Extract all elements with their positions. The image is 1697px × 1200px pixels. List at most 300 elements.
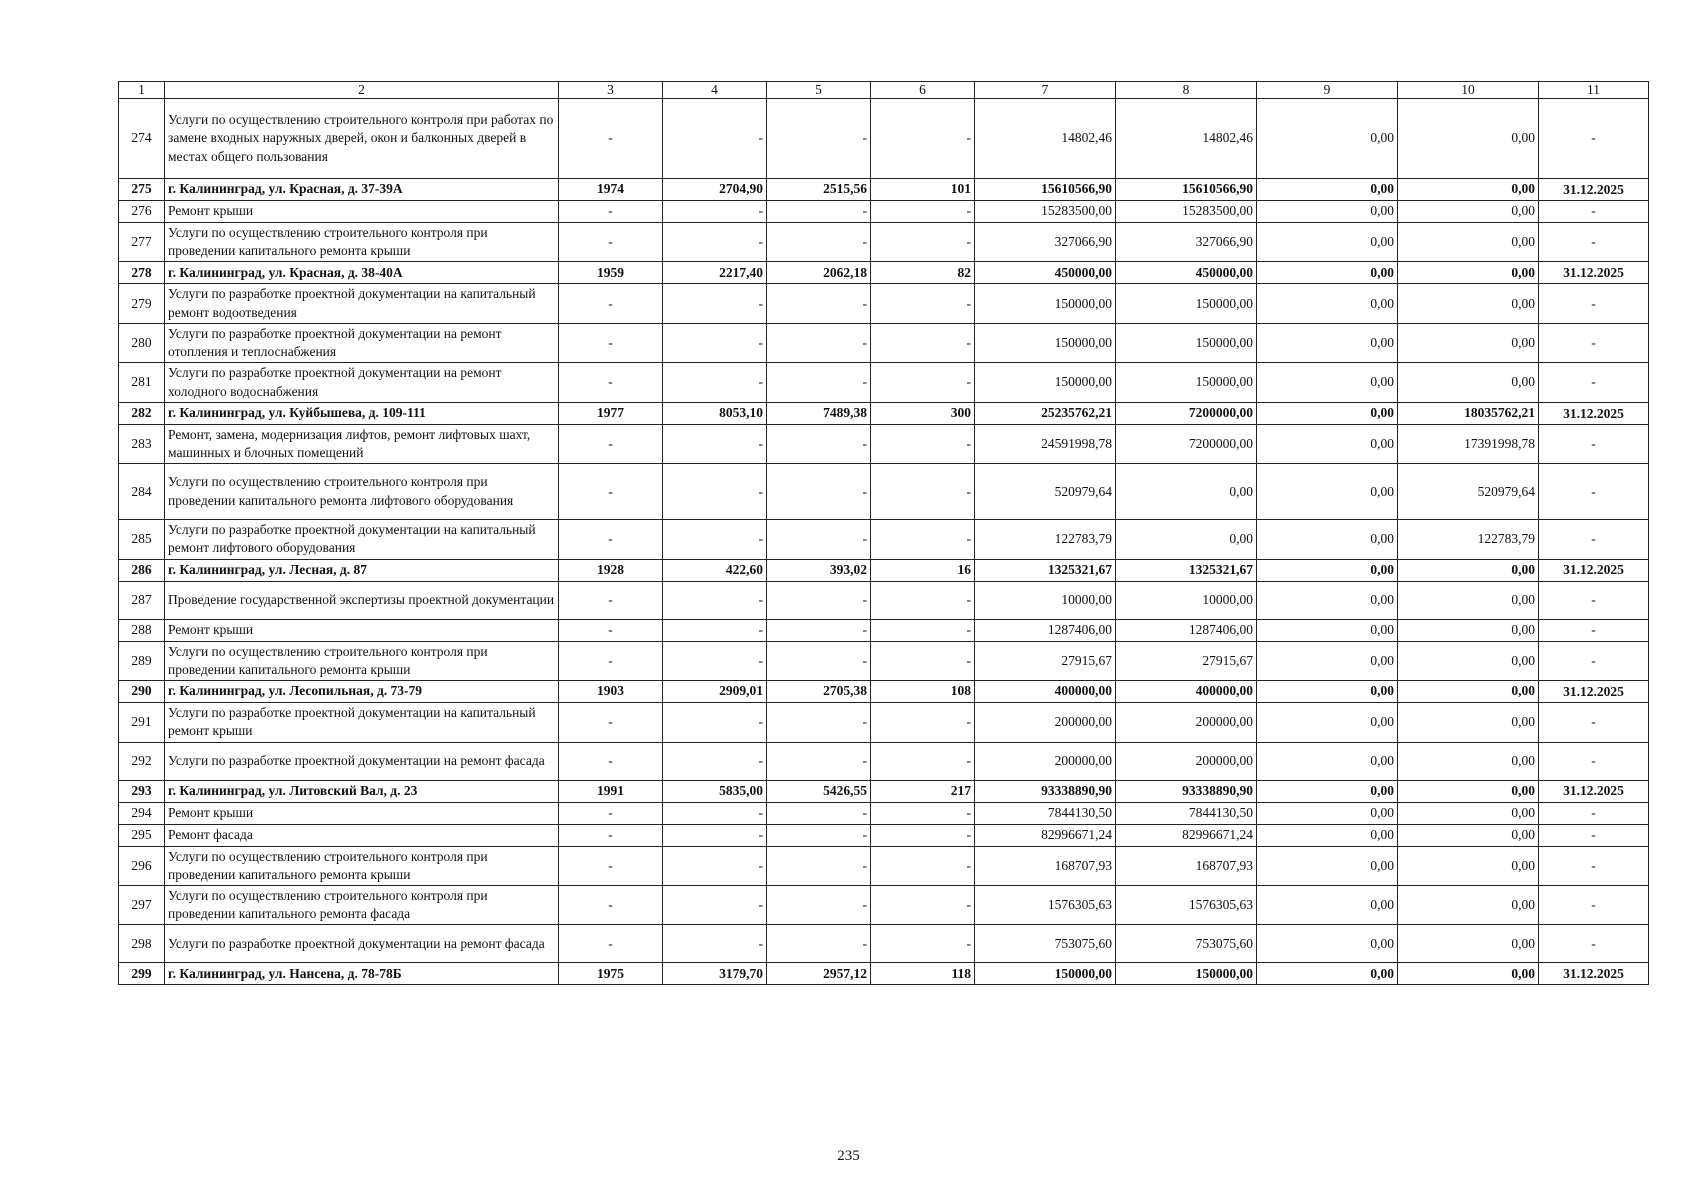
cell-row-number: 297 (119, 885, 165, 924)
cell-total-cost: 15610566,90 (975, 179, 1116, 201)
cell-total-area: - (663, 925, 767, 963)
cell-row-number: 293 (119, 780, 165, 802)
cell-budget-amount: 0,00 (1257, 402, 1398, 424)
work-item-row (119, 223, 1649, 262)
column-number-5: 5 (767, 82, 871, 99)
cell-year-built: - (559, 520, 663, 559)
cell-budget-amount: 0,00 (1257, 520, 1398, 559)
cell-living-area: - (767, 223, 871, 262)
column-number-7: 7 (975, 82, 1116, 99)
cell-total-area: - (663, 424, 767, 463)
cell-total-cost: 150000,00 (975, 363, 1116, 402)
cell-total-cost: 520979,64 (975, 464, 1116, 520)
cell-budget-amount: 0,00 (1257, 262, 1398, 284)
cell-owner-funds: 0,00 (1398, 963, 1539, 985)
cell-living-area: - (767, 641, 871, 680)
cell-owner-funds: 0,00 (1398, 581, 1539, 619)
cell-living-area: - (767, 885, 871, 924)
cell-budget-amount: 0,00 (1257, 925, 1398, 963)
column-number-1: 1 (119, 82, 165, 99)
cell-fund-amount: 10000,00 (1116, 581, 1257, 619)
cell-total-area: 2704,90 (663, 179, 767, 201)
cell-deadline: - (1539, 703, 1649, 742)
cell-row-number: 292 (119, 742, 165, 780)
cell-budget-amount: 0,00 (1257, 619, 1398, 641)
work-item-row (119, 824, 1649, 846)
work-item-row (119, 925, 1649, 963)
cell-fund-amount: 7200000,00 (1116, 402, 1257, 424)
cell-year-built: 1928 (559, 559, 663, 581)
cell-living-area: 7489,38 (767, 402, 871, 424)
cell-total-cost: 150000,00 (975, 963, 1116, 985)
cell-total-area: - (663, 619, 767, 641)
cell-owner-funds: 0,00 (1398, 99, 1539, 179)
cell-total-cost: 7844130,50 (975, 802, 1116, 824)
cell-deadline: - (1539, 925, 1649, 963)
cell-row-number: 275 (119, 179, 165, 201)
cell-item-description: Услуги по осуществлению строительного контроля при проведении капитального ремонта крыши (165, 223, 559, 262)
cell-row-number: 284 (119, 464, 165, 520)
cell-living-area: 5426,55 (767, 780, 871, 802)
cell-item-description: Услуги по разработке проектной документации на капитальный ремонт водоотведения (165, 284, 559, 323)
cell-row-number: 283 (119, 424, 165, 463)
cell-budget-amount: 0,00 (1257, 424, 1398, 463)
cell-total-area: 422,60 (663, 559, 767, 581)
cell-living-area: - (767, 802, 871, 824)
cell-residents: - (871, 846, 975, 885)
column-number-11: 11 (1539, 82, 1649, 99)
cell-fund-amount: 327066,90 (1116, 223, 1257, 262)
cell-item-description: Услуги по осуществлению строительного контроля при проведении капитального ремонта крыши (165, 846, 559, 885)
cell-row-number: 276 (119, 201, 165, 223)
cell-budget-amount: 0,00 (1257, 464, 1398, 520)
cell-living-area: - (767, 520, 871, 559)
work-item-row (119, 323, 1649, 362)
column-number-10: 10 (1398, 82, 1539, 99)
cell-item-description: Услуги по осуществлению строительного контроля при проведении капитального ремонта крыши (165, 641, 559, 680)
cell-row-number: 280 (119, 323, 165, 362)
cell-budget-amount: 0,00 (1257, 641, 1398, 680)
cell-fund-amount: 93338890,90 (1116, 780, 1257, 802)
cell-year-built: - (559, 464, 663, 520)
column-number-4: 4 (663, 82, 767, 99)
cell-deadline: - (1539, 323, 1649, 362)
cell-year-built: 1991 (559, 780, 663, 802)
cell-item-description: Услуги по разработке проектной документации на капитальный ремонт крыши (165, 703, 559, 742)
cell-owner-funds: 520979,64 (1398, 464, 1539, 520)
cell-row-number: 299 (119, 963, 165, 985)
cell-fund-amount: 1576305,63 (1116, 885, 1257, 924)
address-row (119, 262, 1649, 284)
cell-owner-funds: 0,00 (1398, 179, 1539, 201)
cell-total-cost: 14802,46 (975, 99, 1116, 179)
cell-year-built: 1974 (559, 179, 663, 201)
cell-deadline: - (1539, 885, 1649, 924)
cell-fund-amount: 0,00 (1116, 464, 1257, 520)
column-number-6: 6 (871, 82, 975, 99)
cell-living-area: - (767, 424, 871, 463)
cell-residents: - (871, 363, 975, 402)
cell-fund-amount: 450000,00 (1116, 262, 1257, 284)
cell-residents: - (871, 424, 975, 463)
work-item-row (119, 424, 1649, 463)
cell-item-description: Ремонт, замена, модернизация лифтов, ремонт лифтовых шахт, машинных и блочных помещений (165, 424, 559, 463)
cell-fund-amount: 200000,00 (1116, 703, 1257, 742)
cell-row-number: 274 (119, 99, 165, 179)
cell-total-cost: 200000,00 (975, 742, 1116, 780)
cell-deadline: - (1539, 284, 1649, 323)
cell-total-area: - (663, 846, 767, 885)
cell-budget-amount: 0,00 (1257, 846, 1398, 885)
cell-year-built: - (559, 619, 663, 641)
cell-item-description: Услуги по осуществлению строительного контроля при проведении капитального ремонта лифтового оборудования (165, 464, 559, 520)
cell-item-description: Услуги по разработке проектной документации на капитальный ремонт лифтового оборудования (165, 520, 559, 559)
cell-total-cost: 122783,79 (975, 520, 1116, 559)
cell-fund-amount: 15283500,00 (1116, 201, 1257, 223)
cell-living-area: - (767, 925, 871, 963)
cell-row-number: 296 (119, 846, 165, 885)
cell-total-cost: 10000,00 (975, 581, 1116, 619)
cell-row-number: 289 (119, 641, 165, 680)
cell-residents: - (871, 520, 975, 559)
cell-total-cost: 150000,00 (975, 323, 1116, 362)
cell-total-cost: 1325321,67 (975, 559, 1116, 581)
cell-living-area: - (767, 824, 871, 846)
cell-deadline: - (1539, 619, 1649, 641)
cell-owner-funds: 0,00 (1398, 641, 1539, 680)
cell-living-area: - (767, 464, 871, 520)
work-item-row (119, 201, 1649, 223)
cell-living-area: - (767, 846, 871, 885)
cell-budget-amount: 0,00 (1257, 99, 1398, 179)
cell-year-built: - (559, 802, 663, 824)
cell-row-number: 290 (119, 681, 165, 703)
cell-residents: - (871, 223, 975, 262)
cell-deadline: - (1539, 742, 1649, 780)
work-item-row (119, 464, 1649, 520)
address-row (119, 402, 1649, 424)
cell-deadline: - (1539, 201, 1649, 223)
cell-total-cost: 93338890,90 (975, 780, 1116, 802)
cell-item-description: г. Калининград, ул. Куйбышева, д. 109-111 (165, 402, 559, 424)
cell-residents: 101 (871, 179, 975, 201)
cell-residents: - (871, 925, 975, 963)
cell-budget-amount: 0,00 (1257, 223, 1398, 262)
cell-item-description: Услуги по осуществлению строительного контроля при проведении капитального ремонта фасада (165, 885, 559, 924)
column-number-row (119, 82, 1649, 99)
cell-owner-funds: 0,00 (1398, 284, 1539, 323)
cell-row-number: 291 (119, 703, 165, 742)
cell-total-cost: 327066,90 (975, 223, 1116, 262)
cell-item-description: г. Калининград, ул. Лесопильная, д. 73-79 (165, 681, 559, 703)
column-number-8: 8 (1116, 82, 1257, 99)
cell-residents: - (871, 284, 975, 323)
cell-item-description: Ремонт крыши (165, 802, 559, 824)
cell-deadline: 31.12.2025 (1539, 402, 1649, 424)
cell-deadline: - (1539, 363, 1649, 402)
cell-year-built: - (559, 885, 663, 924)
cell-living-area: 2957,12 (767, 963, 871, 985)
cell-owner-funds: 17391998,78 (1398, 424, 1539, 463)
cell-living-area: - (767, 284, 871, 323)
column-number-9: 9 (1257, 82, 1398, 99)
work-item-row (119, 581, 1649, 619)
cell-item-description: г. Калининград, ул. Красная, д. 38-40А (165, 262, 559, 284)
work-item-row (119, 363, 1649, 402)
cell-fund-amount: 1325321,67 (1116, 559, 1257, 581)
cell-total-area: - (663, 99, 767, 179)
cell-budget-amount: 0,00 (1257, 963, 1398, 985)
cell-deadline: - (1539, 802, 1649, 824)
cell-owner-funds: 0,00 (1398, 619, 1539, 641)
cell-budget-amount: 0,00 (1257, 824, 1398, 846)
cell-residents: - (871, 885, 975, 924)
cell-deadline: - (1539, 520, 1649, 559)
cell-item-description: Проведение государственной экспертизы проектной документации (165, 581, 559, 619)
cell-total-cost: 168707,93 (975, 846, 1116, 885)
cell-living-area: 2515,56 (767, 179, 871, 201)
cell-row-number: 288 (119, 619, 165, 641)
cell-budget-amount: 0,00 (1257, 581, 1398, 619)
cell-owner-funds: 0,00 (1398, 363, 1539, 402)
cell-owner-funds: 0,00 (1398, 780, 1539, 802)
cell-owner-funds: 0,00 (1398, 703, 1539, 742)
cell-living-area: 393,02 (767, 559, 871, 581)
cell-item-description: Услуги по разработке проектной документации на ремонт фасада (165, 925, 559, 963)
cell-total-cost: 1576305,63 (975, 885, 1116, 924)
cell-year-built: - (559, 925, 663, 963)
cell-year-built: - (559, 641, 663, 680)
cell-total-area: 8053,10 (663, 402, 767, 424)
cell-total-area: 2217,40 (663, 262, 767, 284)
cell-row-number: 278 (119, 262, 165, 284)
cell-residents: - (871, 802, 975, 824)
cell-deadline: 31.12.2025 (1539, 780, 1649, 802)
cell-year-built: - (559, 424, 663, 463)
cell-residents: - (871, 619, 975, 641)
cell-total-area: - (663, 802, 767, 824)
cell-year-built: - (559, 201, 663, 223)
cell-budget-amount: 0,00 (1257, 179, 1398, 201)
cell-row-number: 285 (119, 520, 165, 559)
cell-year-built: 1903 (559, 681, 663, 703)
cell-total-cost: 1287406,00 (975, 619, 1116, 641)
cell-total-area: - (663, 323, 767, 362)
cell-item-description: Услуги по разработке проектной документации на ремонт отопления и теплоснабжения (165, 323, 559, 362)
cell-row-number: 281 (119, 363, 165, 402)
cell-fund-amount: 150000,00 (1116, 963, 1257, 985)
cell-deadline: - (1539, 464, 1649, 520)
cell-living-area: - (767, 742, 871, 780)
cell-budget-amount: 0,00 (1257, 363, 1398, 402)
cell-total-area: - (663, 703, 767, 742)
cell-total-area: - (663, 885, 767, 924)
cell-owner-funds: 0,00 (1398, 824, 1539, 846)
cell-deadline: - (1539, 424, 1649, 463)
cell-total-cost: 24591998,78 (975, 424, 1116, 463)
cell-residents: - (871, 742, 975, 780)
cell-row-number: 286 (119, 559, 165, 581)
cell-owner-funds: 0,00 (1398, 925, 1539, 963)
cell-deadline: - (1539, 641, 1649, 680)
cell-fund-amount: 168707,93 (1116, 846, 1257, 885)
repair-program-table (118, 81, 1649, 985)
cell-fund-amount: 7200000,00 (1116, 424, 1257, 463)
cell-row-number: 277 (119, 223, 165, 262)
cell-residents: - (871, 703, 975, 742)
address-row (119, 780, 1649, 802)
cell-deadline: - (1539, 581, 1649, 619)
cell-total-cost: 25235762,21 (975, 402, 1116, 424)
cell-budget-amount: 0,00 (1257, 681, 1398, 703)
work-item-row (119, 284, 1649, 323)
cell-budget-amount: 0,00 (1257, 284, 1398, 323)
cell-residents: 16 (871, 559, 975, 581)
cell-residents: 118 (871, 963, 975, 985)
column-number-2: 2 (165, 82, 559, 99)
cell-residents: 300 (871, 402, 975, 424)
cell-year-built: - (559, 223, 663, 262)
cell-year-built: - (559, 846, 663, 885)
cell-residents: - (871, 824, 975, 846)
cell-fund-amount: 0,00 (1116, 520, 1257, 559)
cell-owner-funds: 0,00 (1398, 742, 1539, 780)
work-item-row (119, 802, 1649, 824)
cell-budget-amount: 0,00 (1257, 703, 1398, 742)
cell-living-area: - (767, 201, 871, 223)
work-item-row (119, 520, 1649, 559)
cell-total-area: - (663, 464, 767, 520)
cell-budget-amount: 0,00 (1257, 742, 1398, 780)
cell-owner-funds: 0,00 (1398, 802, 1539, 824)
cell-year-built: - (559, 284, 663, 323)
cell-total-area: - (663, 742, 767, 780)
column-number-header (119, 82, 1649, 99)
table-body (119, 99, 1649, 985)
cell-deadline: - (1539, 824, 1649, 846)
cell-living-area: 2705,38 (767, 681, 871, 703)
cell-row-number: 294 (119, 802, 165, 824)
cell-fund-amount: 200000,00 (1116, 742, 1257, 780)
work-item-row (119, 742, 1649, 780)
cell-total-area: - (663, 223, 767, 262)
cell-total-area: - (663, 641, 767, 680)
cell-year-built: - (559, 742, 663, 780)
address-row (119, 681, 1649, 703)
cell-total-area: - (663, 581, 767, 619)
cell-deadline: - (1539, 223, 1649, 262)
cell-deadline: 31.12.2025 (1539, 681, 1649, 703)
cell-item-description: г. Калининград, ул. Литовский Вал, д. 23 (165, 780, 559, 802)
cell-living-area: - (767, 99, 871, 179)
cell-living-area: - (767, 363, 871, 402)
cell-living-area: 2062,18 (767, 262, 871, 284)
cell-residents: - (871, 323, 975, 362)
cell-total-cost: 400000,00 (975, 681, 1116, 703)
cell-living-area: - (767, 323, 871, 362)
cell-total-cost: 753075,60 (975, 925, 1116, 963)
cell-fund-amount: 82996671,24 (1116, 824, 1257, 846)
cell-residents: - (871, 641, 975, 680)
cell-residents: - (871, 581, 975, 619)
work-item-row (119, 619, 1649, 641)
cell-deadline: 31.12.2025 (1539, 179, 1649, 201)
cell-row-number: 295 (119, 824, 165, 846)
cell-owner-funds: 0,00 (1398, 681, 1539, 703)
cell-deadline: - (1539, 99, 1649, 179)
work-item-row (119, 703, 1649, 742)
cell-living-area: - (767, 619, 871, 641)
cell-residents: - (871, 99, 975, 179)
cell-row-number: 282 (119, 402, 165, 424)
cell-row-number: 298 (119, 925, 165, 963)
cell-row-number: 279 (119, 284, 165, 323)
cell-owner-funds: 122783,79 (1398, 520, 1539, 559)
cell-item-description: Ремонт крыши (165, 619, 559, 641)
cell-row-number: 287 (119, 581, 165, 619)
cell-deadline: - (1539, 846, 1649, 885)
cell-budget-amount: 0,00 (1257, 201, 1398, 223)
cell-item-description: Ремонт фасада (165, 824, 559, 846)
cell-residents: 217 (871, 780, 975, 802)
cell-fund-amount: 15610566,90 (1116, 179, 1257, 201)
cell-owner-funds: 0,00 (1398, 262, 1539, 284)
cell-total-cost: 15283500,00 (975, 201, 1116, 223)
cell-total-area: - (663, 520, 767, 559)
cell-fund-amount: 14802,46 (1116, 99, 1257, 179)
cell-owner-funds: 0,00 (1398, 846, 1539, 885)
cell-item-description: Услуги по осуществлению строительного контроля при работах по замене входных наружных дверей, окон и балконных дверей в местах общего пользования (165, 99, 559, 179)
cell-item-description: г. Калининград, ул. Лесная, д. 87 (165, 559, 559, 581)
cell-total-area: 5835,00 (663, 780, 767, 802)
cell-owner-funds: 0,00 (1398, 201, 1539, 223)
cell-total-area: - (663, 824, 767, 846)
page-number: 235 (837, 1148, 860, 1164)
cell-total-area: - (663, 363, 767, 402)
address-row (119, 963, 1649, 985)
cell-residents: 108 (871, 681, 975, 703)
address-row (119, 179, 1649, 201)
cell-item-description: г. Калининград, ул. Красная, д. 37-39А (165, 179, 559, 201)
cell-total-cost: 150000,00 (975, 284, 1116, 323)
work-item-row (119, 885, 1649, 924)
cell-fund-amount: 7844130,50 (1116, 802, 1257, 824)
cell-deadline: 31.12.2025 (1539, 963, 1649, 985)
cell-fund-amount: 150000,00 (1116, 323, 1257, 362)
cell-owner-funds: 0,00 (1398, 559, 1539, 581)
cell-total-cost: 27915,67 (975, 641, 1116, 680)
cell-fund-amount: 27915,67 (1116, 641, 1257, 680)
cell-budget-amount: 0,00 (1257, 559, 1398, 581)
cell-owner-funds: 0,00 (1398, 323, 1539, 362)
cell-budget-amount: 0,00 (1257, 885, 1398, 924)
cell-fund-amount: 150000,00 (1116, 363, 1257, 402)
work-item-row (119, 641, 1649, 680)
cell-residents: - (871, 464, 975, 520)
cell-year-built: - (559, 581, 663, 619)
cell-item-description: Ремонт крыши (165, 201, 559, 223)
cell-year-built: - (559, 99, 663, 179)
cell-item-description: г. Калининград, ул. Нансена, д. 78-78Б (165, 963, 559, 985)
cell-deadline: 31.12.2025 (1539, 559, 1649, 581)
cell-year-built: - (559, 703, 663, 742)
cell-budget-amount: 0,00 (1257, 323, 1398, 362)
cell-total-area: - (663, 284, 767, 323)
cell-item-description: Услуги по разработке проектной документации на ремонт фасада (165, 742, 559, 780)
cell-total-cost: 82996671,24 (975, 824, 1116, 846)
cell-year-built: - (559, 363, 663, 402)
cell-owner-funds: 0,00 (1398, 223, 1539, 262)
